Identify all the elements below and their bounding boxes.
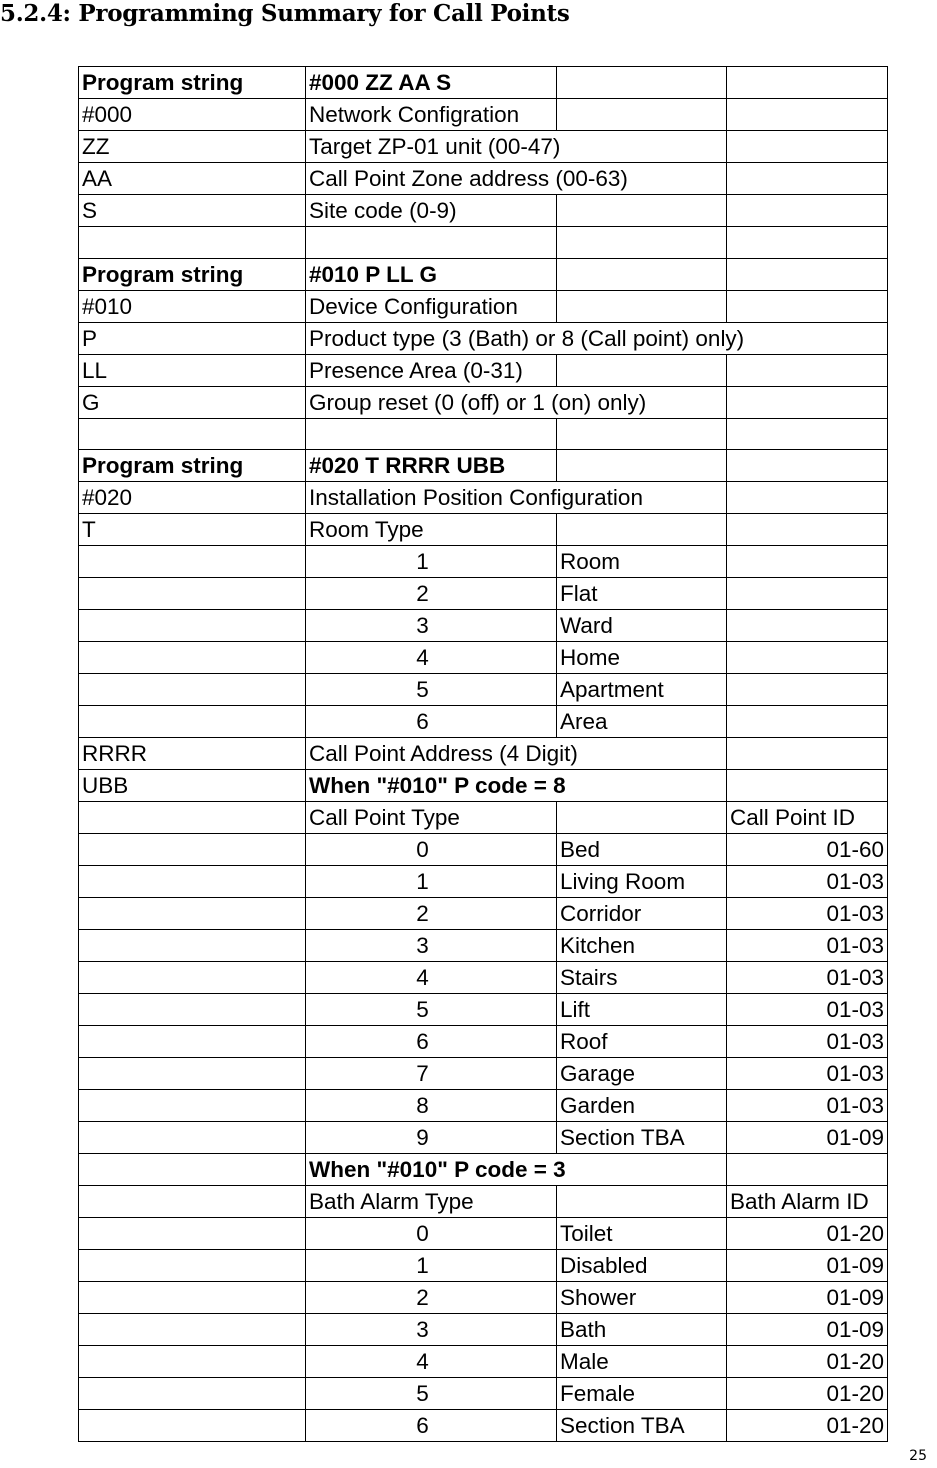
id-cell [727,738,888,770]
option-cell: Roof [557,1026,727,1058]
code-cell: AA [79,163,306,195]
id-cell: Bath Alarm ID [727,1186,888,1218]
code-cell [79,898,306,930]
description-cell: Product type (3 (Bath) or 8 (Call point) only) [306,322,888,354]
option-cell [557,802,727,834]
code-cell [79,1282,306,1314]
option-cell: Corridor [557,898,727,930]
description-cell: Group reset (0 (off) or 1 (on) only) [306,386,727,418]
option-cell [557,99,727,131]
id-cell: 01-09 [727,1250,888,1282]
id-cell [727,1154,888,1186]
table-row [79,450,888,482]
description-cell: Call Point Type [306,802,557,834]
code-cell: ZZ [79,131,306,163]
id-cell [727,163,888,195]
table-body [79,67,888,1442]
option-cell: Garage [557,1058,727,1090]
id-cell: 01-03 [727,1026,888,1058]
code-cell: S [79,195,306,227]
code-cell: Program string [79,67,306,99]
table-row [79,386,888,418]
code-cell: #020 [79,482,306,514]
table-row [79,514,888,546]
description-cell: Room Type [306,514,557,546]
table-row [79,354,888,386]
table-row [79,1378,888,1410]
table-row [79,610,888,642]
id-cell: 01-03 [727,1058,888,1090]
code-cell: #010 [79,290,306,322]
code-cell [79,1346,306,1378]
id-cell: 01-03 [727,1090,888,1122]
id-cell [727,99,888,131]
description-cell: 6 [306,1026,557,1058]
table-row [79,770,888,802]
code-cell [79,994,306,1026]
code-cell [79,1090,306,1122]
code-cell [79,866,306,898]
table-row [79,1122,888,1154]
description-cell [306,227,557,259]
description-cell: 0 [306,1218,557,1250]
code-cell [79,1122,306,1154]
option-cell [557,418,727,450]
description-cell: 2 [306,898,557,930]
code-cell [79,1058,306,1090]
id-cell [727,131,888,163]
description-cell: #000 ZZ AA S [306,67,557,99]
id-cell [727,195,888,227]
option-cell [557,290,727,322]
id-cell: 01-09 [727,1314,888,1346]
table-row [79,1410,888,1442]
description-cell: Site code (0-9) [306,195,557,227]
table-row [79,642,888,674]
table-row [79,962,888,994]
table-row [79,258,888,290]
page-number: 25 [909,1448,927,1464]
option-cell: Section TBA [557,1410,727,1442]
id-cell: 01-60 [727,834,888,866]
description-cell: Call Point Zone address (00-63) [306,163,727,195]
description-cell: 6 [306,1410,557,1442]
table-row [79,1026,888,1058]
id-cell [727,450,888,482]
code-cell [79,1410,306,1442]
id-cell: 01-20 [727,1378,888,1410]
option-cell: Garden [557,1090,727,1122]
table-row [79,1250,888,1282]
code-cell: G [79,386,306,418]
description-cell: 0 [306,834,557,866]
id-cell [727,610,888,642]
table-row [79,131,888,163]
code-cell [79,1250,306,1282]
option-cell: Home [557,642,727,674]
option-cell: Living Room [557,866,727,898]
id-cell: 01-03 [727,930,888,962]
id-cell [727,770,888,802]
code-cell: UBB [79,770,306,802]
table-row [79,1186,888,1218]
id-cell: 01-03 [727,866,888,898]
id-cell [727,674,888,706]
table-row [79,930,888,962]
option-cell: Female [557,1378,727,1410]
table-row [79,1218,888,1250]
code-cell [79,802,306,834]
id-cell [727,67,888,99]
option-cell [557,227,727,259]
option-cell [557,195,727,227]
table-row [79,994,888,1026]
code-cell [79,930,306,962]
option-cell [557,450,727,482]
description-cell: When "#010" P code = 3 [306,1154,727,1186]
code-cell [79,706,306,738]
code-cell [79,1314,306,1346]
id-cell: 01-20 [727,1346,888,1378]
option-cell: Stairs [557,962,727,994]
table-row [79,99,888,131]
code-cell: Program string [79,450,306,482]
code-cell [79,610,306,642]
table-row [79,1058,888,1090]
code-cell: Program string [79,258,306,290]
table-row [79,1090,888,1122]
description-cell: 4 [306,1346,557,1378]
description-cell: 6 [306,706,557,738]
option-cell: Shower [557,1282,727,1314]
programming-summary-table [78,66,888,1442]
description-cell: Call Point Address (4 Digit) [306,738,727,770]
code-cell [79,674,306,706]
id-cell [727,578,888,610]
code-cell [79,642,306,674]
code-cell: P [79,322,306,354]
option-cell: Section TBA [557,1122,727,1154]
code-cell [79,578,306,610]
description-cell: Installation Position Configuration [306,482,727,514]
option-cell: Disabled [557,1250,727,1282]
table-row [79,322,888,354]
code-cell [79,418,306,450]
option-cell: Lift [557,994,727,1026]
table-row [79,1154,888,1186]
option-cell: Area [557,706,727,738]
option-cell [557,514,727,546]
id-cell [727,546,888,578]
code-cell [79,546,306,578]
table-row [79,674,888,706]
table-row [79,706,888,738]
id-cell [727,258,888,290]
table-row [79,67,888,99]
description-cell: #020 T RRRR UBB [306,450,557,482]
description-cell: 1 [306,546,557,578]
option-cell: Apartment [557,674,727,706]
table-row [79,195,888,227]
description-cell: 8 [306,1090,557,1122]
table-row [79,418,888,450]
id-cell: 01-03 [727,962,888,994]
description-cell: 3 [306,1314,557,1346]
description-cell [306,418,557,450]
section-heading: 5.2.4: Programming Summary for Call Points [0,0,570,27]
description-cell: When "#010" P code = 8 [306,770,727,802]
option-cell [557,258,727,290]
table-row [79,898,888,930]
description-cell: 4 [306,962,557,994]
option-cell [557,1186,727,1218]
code-cell: #000 [79,99,306,131]
code-cell: RRRR [79,738,306,770]
option-cell: Toilet [557,1218,727,1250]
id-cell [727,290,888,322]
id-cell: 01-03 [727,994,888,1026]
table-row [79,482,888,514]
code-cell [79,1186,306,1218]
id-cell [727,354,888,386]
id-cell [727,227,888,259]
table-row [79,1314,888,1346]
description-cell: Network Configration [306,99,557,131]
table-row [79,802,888,834]
code-cell: T [79,514,306,546]
option-cell: Male [557,1346,727,1378]
option-cell: Kitchen [557,930,727,962]
code-cell: LL [79,354,306,386]
id-cell [727,418,888,450]
table-row [79,1346,888,1378]
id-cell [727,514,888,546]
id-cell: 01-20 [727,1410,888,1442]
option-cell: Ward [557,610,727,642]
id-cell: Call Point ID [727,802,888,834]
table-row [79,546,888,578]
description-cell: 1 [306,1250,557,1282]
table-row [79,834,888,866]
description-cell: 1 [306,866,557,898]
id-cell: 01-09 [727,1282,888,1314]
code-cell [79,834,306,866]
id-cell: 01-03 [727,898,888,930]
description-cell: #010 P LL G [306,258,557,290]
description-cell: Device Configuration [306,290,557,322]
description-cell: Bath Alarm Type [306,1186,557,1218]
id-cell [727,386,888,418]
description-cell: 4 [306,642,557,674]
id-cell [727,642,888,674]
description-cell: 7 [306,1058,557,1090]
id-cell: 01-09 [727,1122,888,1154]
code-cell [79,227,306,259]
id-cell [727,706,888,738]
code-cell [79,1378,306,1410]
description-cell: 2 [306,578,557,610]
table-row [79,163,888,195]
description-cell: 5 [306,674,557,706]
description-cell: Target ZP-01 unit (00-47) [306,131,727,163]
table-row [79,578,888,610]
table-row [79,738,888,770]
description-cell: 5 [306,994,557,1026]
table-row [79,1282,888,1314]
option-cell: Bed [557,834,727,866]
code-cell [79,1154,306,1186]
description-cell: 2 [306,1282,557,1314]
option-cell [557,67,727,99]
code-cell [79,1026,306,1058]
table-row [79,866,888,898]
option-cell: Flat [557,578,727,610]
description-cell: 3 [306,610,557,642]
id-cell [727,482,888,514]
table-row [79,227,888,259]
option-cell: Bath [557,1314,727,1346]
option-cell: Room [557,546,727,578]
table-row [79,290,888,322]
code-cell [79,1218,306,1250]
description-cell: 3 [306,930,557,962]
description-cell: 9 [306,1122,557,1154]
id-cell: 01-20 [727,1218,888,1250]
code-cell [79,962,306,994]
description-cell: Presence Area (0-31) [306,354,557,386]
description-cell: 5 [306,1378,557,1410]
option-cell [557,354,727,386]
